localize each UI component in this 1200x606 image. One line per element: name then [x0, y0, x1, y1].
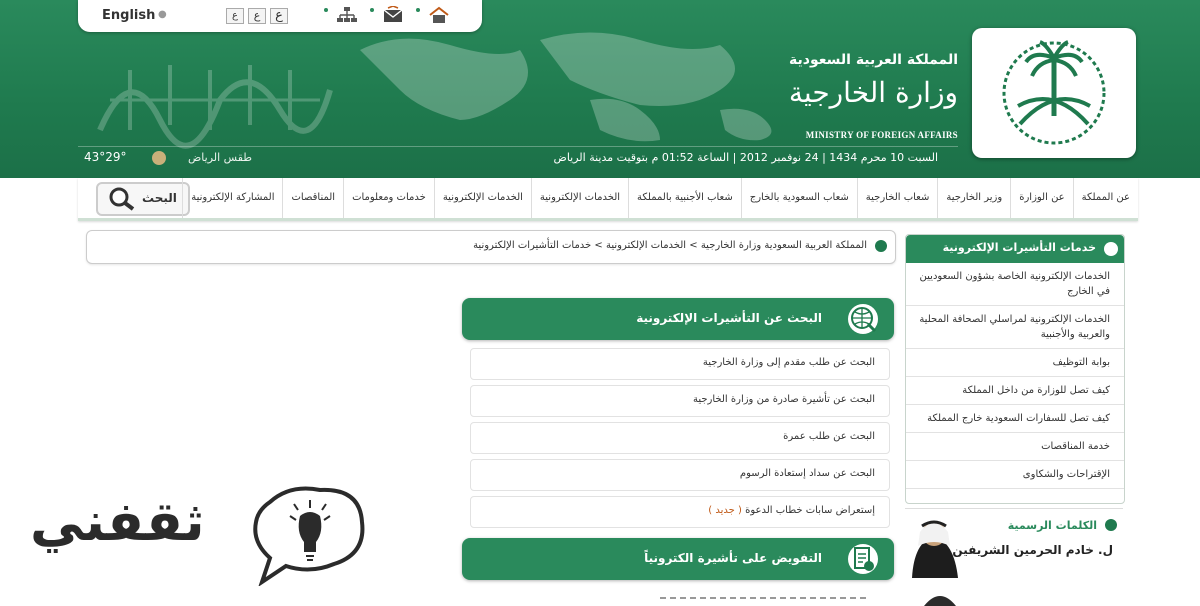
font-size-small-button[interactable]: ع — [226, 8, 244, 24]
row-label: البحث عن سداد إستعادة الرسوم — [739, 468, 875, 479]
evisa-search-panel-title: البحث عن التأشيرات الإلكترونية — [636, 311, 822, 325]
nav-item-tenders[interactable]: المناقصات — [282, 178, 343, 218]
partial-row-graphic — [600, 592, 890, 600]
magnifier-icon — [106, 187, 136, 211]
watermark-text: ثقفني — [30, 490, 205, 553]
weather-temperature: 43°29° — [84, 150, 127, 164]
sidebar-item-press-correspondents[interactable]: الخدمات الإلكترونية لمراسلي الصحافة المحلية والعربية والأجنبية — [906, 306, 1124, 349]
row-search-ministry-request[interactable] — [470, 348, 890, 380]
row-label: البحث عن طلب عمرة — [783, 431, 875, 442]
press-title: الكلمات الرسمية — [1007, 519, 1097, 532]
lightbulb-bubble-icon — [250, 482, 368, 586]
font-size-large-button[interactable]: ع — [270, 8, 288, 24]
ministry-emblem[interactable] — [972, 28, 1136, 158]
press-bullet-icon — [1105, 519, 1117, 531]
nav-item-saudi-missions-abroad[interactable]: شعاب السعودية بالخارج — [741, 178, 857, 218]
nav-item-e-participation[interactable]: المشاركة الإلكترونية — [182, 178, 282, 218]
nav-item-foreign-affairs[interactable]: شعاب الخارجية — [857, 178, 938, 218]
row-search-fee-refund[interactable] — [470, 459, 890, 491]
evisa-authorization-panel-title: التفويض على تأشيرة الكترونياً — [644, 551, 822, 565]
mail-icon[interactable] — [382, 6, 404, 24]
breadcrumb — [86, 230, 896, 264]
info-bar — [78, 146, 958, 169]
separator-dot — [416, 8, 420, 12]
sidebar-header — [906, 235, 1124, 263]
sidebar-item-tenders-service[interactable]: خدمة المناقصات — [906, 433, 1124, 461]
palm-swords-emblem-icon — [990, 36, 1118, 150]
nav-item-services-info[interactable]: خدمات ومعلومات — [343, 178, 434, 218]
press-subtitle[interactable]: ل. خادم الحرمين الشريفين — [952, 543, 1113, 557]
sidebar-item-complaints[interactable]: الإقتراحات والشكاوى — [906, 461, 1124, 489]
nav-items — [182, 178, 1138, 218]
evisa-search-panel-header — [462, 298, 894, 340]
row-search-umrah-request[interactable] — [470, 422, 890, 454]
sidebar — [905, 234, 1125, 504]
row-label: البحث عن تأشيرة صادرة من وزارة الخارجية — [692, 394, 875, 405]
ministry-title-arabic: وزارة الخارجية — [788, 76, 958, 109]
document-icon — [848, 544, 878, 574]
weather-sun-icon — [152, 151, 166, 165]
site-header — [0, 0, 1200, 178]
top-utility-bar — [78, 0, 482, 32]
nav-item-foreign-missions[interactable]: شعاب الأجنبية بالمملكة — [628, 178, 741, 218]
search-button[interactable] — [96, 182, 190, 216]
king-portrait-image — [904, 512, 964, 578]
current-datetime: السبت 10 محرم 1434 | 24 نوفمبر 2012 | الساعة 01:52 م بتوقيت مدينة الرياض — [553, 151, 938, 164]
sidebar-item-citizens-abroad[interactable]: الخدمات الإلكترونية الخاصة بشؤون السعوديين في الخارج — [906, 263, 1124, 306]
home-icon[interactable] — [428, 6, 450, 24]
sidebar-bullet-icon — [1104, 242, 1118, 256]
row-label: إستعراض سابات خطاب الدعوة — [745, 505, 875, 516]
evisa-authorization-panel-header — [462, 538, 894, 580]
search-button-label: البحث — [142, 191, 177, 205]
sidebar-item-reach-ministry[interactable]: كيف تصل للوزارة من داخل المملكة — [906, 377, 1124, 405]
breadcrumb-home-icon — [875, 240, 887, 252]
globe-search-icon — [848, 304, 878, 334]
breadcrumb-text[interactable]: المملكة العربية السعودية وزارة الخارجية > الخدمات الإلكترونية > خدمات التأشيرات الإلكترونية — [473, 240, 867, 251]
row-invitation-letters[interactable] — [470, 496, 890, 528]
nav-item-eservices-2[interactable]: الخدمات الإلكترونية — [434, 178, 531, 218]
weather-city[interactable]: طقس الرياض — [188, 151, 253, 164]
ministry-title-english: MINISTRY OF FOREIGN AFFAIRS — [805, 130, 958, 140]
flag-calligraphy-graphic — [90, 40, 340, 150]
sidebar-item-reach-embassies[interactable]: كيف تصل للسفارات السعودية خارج المملكة — [906, 405, 1124, 433]
kingdom-title: المملكة العربية السعودية — [789, 52, 958, 68]
sidebar-item-employment-portal[interactable]: بوابة التوظيف — [906, 349, 1124, 377]
sidebar-title: خدمات التأشيرات الإلكترونية — [942, 241, 1096, 254]
row-label: البحث عن طلب مقدم إلى وزارة الخارجية — [702, 357, 875, 368]
new-badge: ( جديد ) — [708, 505, 742, 516]
separator-dot — [370, 8, 374, 12]
sidebar-list — [906, 263, 1124, 489]
nav-item-foreign-minister[interactable]: وزير الخارجية — [937, 178, 1010, 218]
row-label-with-tag — [708, 505, 875, 516]
language-switch[interactable]: English — [102, 8, 156, 23]
second-portrait-image — [920, 586, 960, 606]
font-size-medium-button[interactable]: ع — [248, 8, 266, 24]
nav-item-about-ministry[interactable]: عن الوزارة — [1010, 178, 1072, 218]
main-navigation — [78, 178, 1138, 221]
language-dot-icon: ● — [158, 9, 167, 20]
separator-dot — [324, 8, 328, 12]
nav-item-about-kingdom[interactable]: عن المملكة — [1073, 178, 1138, 218]
row-search-issued-visa[interactable] — [470, 385, 890, 417]
sitemap-icon[interactable] — [336, 6, 358, 24]
nav-item-eservices-1[interactable]: الخدمات الإلكترونية — [531, 178, 628, 218]
